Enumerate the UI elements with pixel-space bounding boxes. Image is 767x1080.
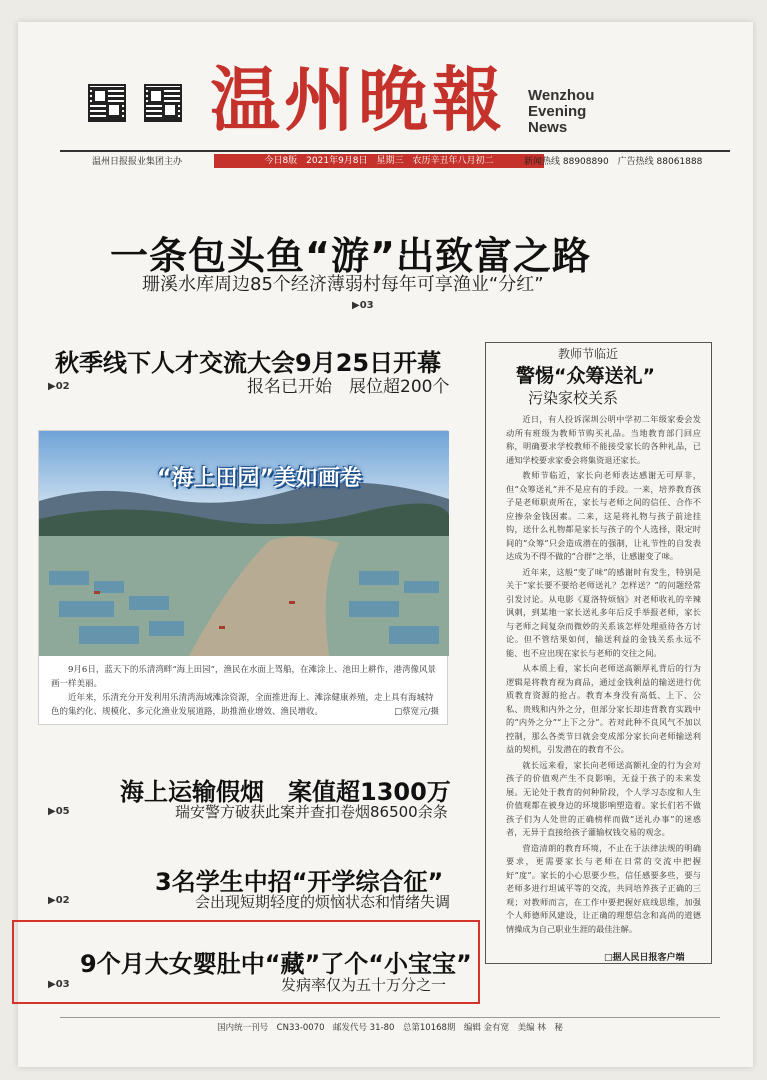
photo-feature [38, 430, 448, 725]
qr-code-left [88, 84, 126, 122]
sidebar-paragraph: 近年来，这般“变了味”的感谢时有发生，特别是关于“家长要不要给老师送礼？怎样送？”的问题经常引发讨论。从电影《夏洛特烦恼》对老师收礼的辛辣讽刺，到某地一家长送礼多年后反手举报老师，家长与老师之间复杂而微妙的关系该怎样处理亟待各方讨论。但不管结果如何，输送利益的金钱关系永远不能、也不应出现在家长与老师的交往之间。 [506, 566, 701, 658]
sidebar-commentary [485, 342, 712, 964]
story2-headline[interactable]: 秋季线下人才交流大会9月25日开幕 [55, 349, 442, 377]
hotlines: 新闻热线 88908890 广告热线 88061888 [524, 157, 703, 167]
qr-code-right [144, 84, 182, 122]
story3-headline[interactable]: 海上运输假烟 案值超1300万 [120, 778, 451, 806]
masthead-title: 温州晚報 [210, 58, 506, 141]
story5-headline[interactable]: 9个月大女婴肚中“藏”了个“小宝宝” [80, 950, 472, 978]
story4-headline[interactable]: 3名学生中招“开学综合征” [155, 868, 444, 896]
lead-page-ref[interactable]: ▶03 [352, 300, 374, 311]
photo-credit: □蔡宽元/摄 [394, 707, 439, 717]
story4-subhead: 会出现短期轻度的烦恼状态和情绪失调 [195, 893, 451, 911]
sidebar-paragraph: 从本质上看，家长向老师送高额厚礼背后的行为逻辑是将教育视为商品，通过金钱利益的输送进行优质教育资源的抢占。教育本身没有高低、上下、公私、贵贱和内外之分，但部分家长却违背教育实践中的“内外之分”“上下之分”。若对此种不良风气不加以控制，那么各类节日就会变成部分家长向老师输送利益的契机，引发潜在的教育不公。 [506, 663, 701, 754]
publisher-line: 温州日报报业集团主办 [92, 157, 183, 167]
story5-page-ref[interactable]: ▶03 [48, 979, 70, 990]
story2-subhead: 报名已开始 展位超200个 [247, 377, 450, 397]
sidebar-body [506, 413, 701, 938]
photo-title: “海上田园”美如画卷 [157, 466, 362, 491]
sidebar-paragraph: 营造清朗的教育环境，不止在于法律法规的明确要求，更需要家长与老师在日常的交流中把握好“度”。家长的小心思要少些，信任感要多些，要与老师多进行坦诚平等的交流，共同培养孩子正确的三观；对教师而言，在工作中要把握好底线思维，加强个人师德师风建设，让正确的理想信念和高尚的道德情操成为自己职业生涯的最佳注解。 [506, 842, 701, 934]
sidebar-source: □据人民日报客户端 [604, 953, 685, 963]
lead-subhead: 珊溪水库周边85个经济薄弱村每年可享渔业“分红” [142, 274, 544, 295]
sidebar-paragraph: 就长远来看，家长向老师送高额礼金的行为会对孩子的价值观产生不良影响，无益于孩子的未来发展。无论处于教育的何种阶段，个人学习态度和人生价值观都在被身边的环境影响塑造着。家长们若不做孩子们为人处世的正确榜样而做“送礼办事”的迷惑者，无异于直接给孩子灌输权钱交易的观念。 [506, 759, 701, 837]
photo-caption: 9月6日，蓝天下的乐清湾畔“海上田园”，渔民在水面上驾船，在滩涂上、池田上耕作，港湾像风景画一样美丽。 近年来，乐清充分开发利用乐清湾海域滩涂资源，全面推进海上、滩涂健康养殖，走上具有海城特色的集约化、规模化、多元化渔业发展道路，助推渔业增效、渔民增收。 □蔡宽元/摄 [51, 665, 439, 717]
masthead-info-bar [60, 150, 730, 168]
sidebar-headline[interactable]: 警惕“众筹送礼” [516, 365, 655, 387]
sidebar-paragraph: 近日，有人投诉深圳公明中学初二年级家委会发动所有班级为教师节购买礼品。当地教育部门回应称，明确要求学校教师不能接受家长的各种礼品，已通知学校要求家委会将集资退还家长。 [506, 414, 701, 465]
masthead-english: Wenzhou Evening News [528, 87, 595, 136]
sidebar-subhead: 污染家校关系 [528, 389, 619, 407]
landscape-photo[interactable] [39, 431, 449, 656]
sidebar-kicker: 教师节临近 [558, 347, 619, 361]
story2-page-ref[interactable]: ▶02 [48, 381, 70, 392]
footer-line: 国内统一刊号 CN33-0070 邮发代号 31-80 总第10168期 编辑 金有宽 美编 林 秘 [60, 1017, 720, 1033]
story3-subhead: 瑞安警方破获此案并查扣卷烟86500余条 [175, 803, 448, 821]
issue-info: 今日8版 2021年9月8日 星期三 农历辛丑年八月初二 [214, 154, 544, 168]
story3-page-ref[interactable]: ▶05 [48, 806, 70, 817]
story4-page-ref[interactable]: ▶02 [48, 895, 70, 906]
lead-headline[interactable]: 一条包头鱼“游”出致富之路 [110, 234, 591, 278]
sidebar-paragraph: 教师节临近，家长向老师表达感谢无可厚非，但“众筹送礼”并不是应有的手段。一来，培养教育孩子是老师职责所在，家长与老师之间的信任、合作不应掺杂金钱因素。二来，这是将礼物与孩子前途挂钩，送什么礼物都是家长与孩子的个人选择，限定时间的“众筹”只会造成潜在的强制，让礼节性的自发表达成为不得不做的“合群”之举，让感谢变了味。 [506, 470, 701, 561]
story5-subhead: 发病率仅为五十万分之一 [281, 976, 447, 994]
